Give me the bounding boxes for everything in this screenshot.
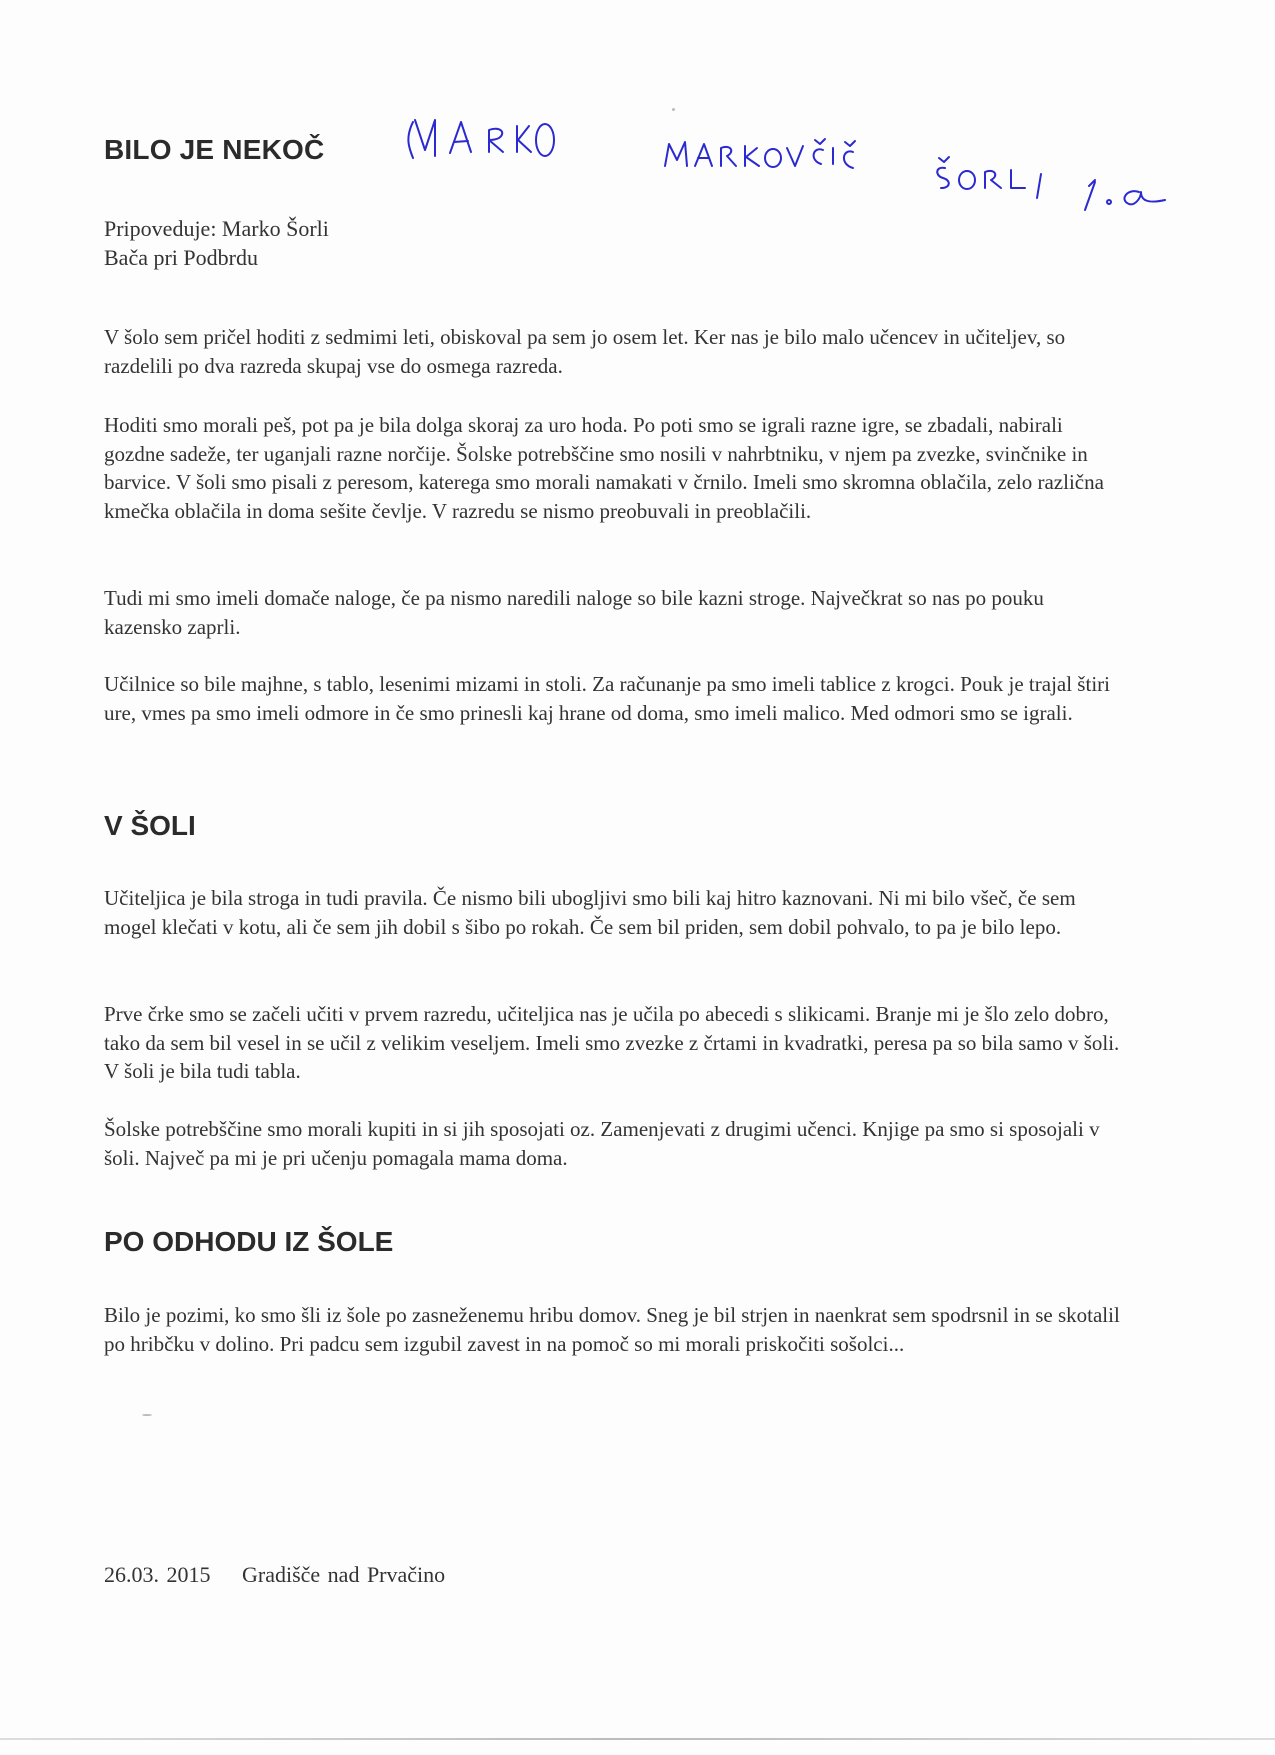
paragraph: Učilnice so bile majhne, s tablo, lesenimi mizami in stoli. Za računanje pa smo imeli tablice z krogci. Pouk je trajal štiri ure, vmes pa smo imeli odmore in če smo prinesli kaj hrane od doma, smo imeli malico. Med odmori smo se igrali. [104,672,1110,725]
footer-date: 26.03. 2015 [104,1562,211,1587]
handwriting-drawing [395,108,1175,218]
footer-place: Gradišče nad Prvačino [242,1562,446,1587]
paragraph: Učiteljica je bila stroga in tudi pravila. Če nismo bili ubogljivi smo bili kaj hitro kaznovani. Ni mi bilo všeč, če sem mogel klečati v kotu, ali če sem jih dobil s šibo po rokah. Če sem bil priden, sem dobil pohvalo, to pa je bilo lepo. [104,886,1076,939]
handwritten-name-annotation [395,108,1175,218]
paragraph: Hoditi smo morali peš, pot pa je bila dolga skoraj za uro hoda. Po poti smo se igrali razne igre, se zbadali, nabirali gozdne sadeže, ter uganjali razne norčije. Šolske potrebščine smo nosili v nahrbtniku, v njem pa zvezke, svinčnike in barvice. V šoli smo pisali z peresom, katerega smo morali namakati v črnilo. Imeli smo skromna oblačila, zelo različna kmečka oblačila in doma sešite čevlje. V razredu se nismo preobuvali in preoblačili. [104,413,1104,523]
section-heading: V ŠOLI [104,810,196,841]
paragraph: Šolske potrebščine smo morali kupiti in si jih sposojati oz. Zamenjevati z drugimi učenci. Knjige pa smo si sposojali v šoli. Največ pa mi je pri učenju pomagala mama doma. [104,1117,1100,1170]
scan-speck [672,108,675,111]
document-title: BILO JE NEKOČ [104,134,325,165]
section-heading: PO ODHODU IZ ŠOLE [104,1226,394,1257]
narrator-line: Pripoveduje: Marko Šorli [104,216,329,241]
paragraph: Tudi mi smo imeli domače naloge, če pa nismo naredili naloge so bile kazni stroge. Največkrat so nas po pouku kazensko zaprli. [104,586,1044,639]
paragraph: Bilo je pozimi, ko smo šli iz šole po zasneženemu hribu domov. Sneg je bil strjen in naenkrat sem spodrsnil in se skotalil po hribčku v dolino. Pri padcu sem izgubil zavest in na pomoč so mi morali priskočiti sošolci... [104,1303,1120,1356]
document-footer [104,1562,445,1588]
page-edge [0,1738,1275,1740]
paragraph: Prve črke smo se začeli učiti v prvem razredu, učiteljica nas je učila po abecedi s slikicami. Branje mi je šlo zelo dobro, tako da sem bil vesel in se učil z velikim veseljem. Imeli smo zvezke z črtami in kvadratki, peresa pa so bila samo v šoli. V šoli je bila tudi tabla. [104,1002,1120,1083]
document-meta [104,214,329,272]
scan-speck [142,1414,152,1416]
paragraph: V šolo sem pričel hoditi z sedmimi leti, obiskoval pa sem jo osem let. Ker nas je bilo malo učencev in učiteljev, so razdelili po dva razreda skupaj vse do osmega razreda. [104,325,1066,378]
place-line: Bača pri Podbrdu [104,245,258,270]
